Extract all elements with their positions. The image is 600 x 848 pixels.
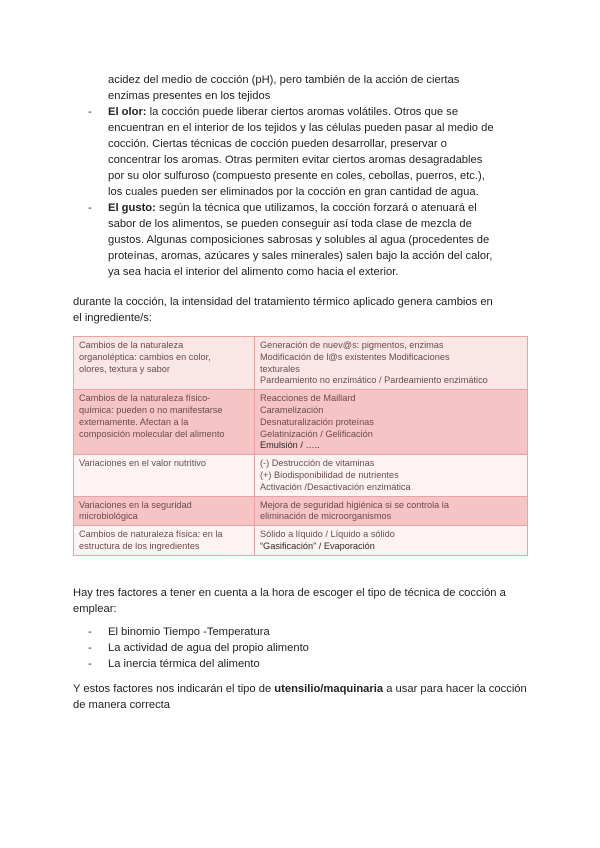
- cell-line: estructura de los ingredientes: [79, 540, 200, 551]
- cell-line: química: pueden o no manifestarse: [79, 404, 223, 415]
- cell-line: olores, textura y sabor: [79, 363, 170, 374]
- table-row: [74, 337, 528, 390]
- closing-before: Y estos factores nos indicarán el tipo de: [73, 683, 275, 695]
- bullet-dash: -: [88, 202, 92, 214]
- bullet-gusto-label: El gusto:: [108, 202, 156, 214]
- cell-line: Desnaturalización proteínas: [260, 416, 374, 427]
- list-item-text: La inercia térmica del alimento: [108, 658, 260, 670]
- cell-line: Gelatinización / Gelificación: [260, 428, 373, 439]
- cell-line: Variaciones en la seguridad: [79, 499, 192, 510]
- cell-line: Cambios de la naturaleza físico-: [79, 393, 211, 404]
- table-cell-detail: [255, 390, 528, 455]
- table-cell-category: [74, 390, 255, 455]
- cell-line: Emulsión / …..: [260, 440, 320, 451]
- bullet-olor-label: El olor:: [108, 106, 147, 118]
- list-dash: -: [88, 626, 92, 638]
- closing-after: a usar para hacer la cocción: [383, 683, 527, 695]
- bullet-gusto: [88, 200, 530, 280]
- cell-line: Pardeamiento no enzimático / Pardeamiento enzimático: [260, 375, 488, 386]
- table-cell-detail: [255, 337, 528, 390]
- factors-intro-line-2: emplear:: [73, 603, 117, 615]
- table-row: [74, 390, 528, 455]
- table-cell-detail: [255, 496, 528, 526]
- bullet-gusto-line-5: ya sea hacia el interior del alimento como hacia el exterior.: [108, 266, 399, 278]
- table-row: [74, 455, 528, 496]
- list-item: [88, 640, 488, 656]
- closing-line-1: [73, 681, 533, 697]
- list-item-text: El binomio Tiempo -Temperatura: [108, 626, 270, 638]
- intro-continuation-line-1: acidez del medio de cocción (pH), pero también de la acción de ciertas: [108, 74, 460, 86]
- paragraph-during-line-2: el ingrediente/s:: [73, 312, 152, 324]
- factors-intro-line-1: Hay tres factores a tener en cuenta a la hora de escoger el tipo de técnica de cocción a: [73, 587, 506, 599]
- list-dash: -: [88, 642, 92, 654]
- cell-line: “Gasificación” / Evaporación: [260, 540, 375, 551]
- cell-line: organoléptica: cambios en color,: [79, 351, 211, 362]
- cell-line: eliminación de microorganismos: [260, 511, 392, 522]
- cell-line: Variaciones en el valor nutritivo: [79, 458, 206, 469]
- closing-line-2: de manera correcta: [73, 699, 171, 711]
- table-cell-detail: [255, 526, 528, 556]
- bullet-olor-line-5: por su olor sulfuroso (compuesto presente en coles, cebollas, puerros, etc.),: [108, 170, 485, 182]
- cell-line: Caramelización: [260, 404, 324, 415]
- bullet-olor-line-3: cocción. Ciertas técnicas de cocción pueden desarrollar, preservar o: [108, 138, 447, 150]
- bullet-olor-line-1: la cocción puede liberar ciertos aromas volátiles. Otros que se: [146, 106, 459, 118]
- cell-line: composición molecular del alimento: [79, 428, 225, 439]
- cooking-changes-table: [73, 336, 528, 556]
- list-item-text: La actividad de agua del propio alimento: [108, 642, 309, 654]
- bullet-olor-line-6: los cuales pueden ser eliminados por la cocción en gran cantidad de agua.: [108, 186, 479, 198]
- list-dash: -: [88, 658, 92, 670]
- cell-line: texturales: [260, 363, 300, 374]
- intro-continuation-line-2: enzimas presentes en los tejidos: [108, 90, 271, 102]
- cell-line: Modificación de l@s existentes Modificaciones: [260, 351, 450, 362]
- closing-bold: utensilio/maquinaria: [274, 683, 384, 695]
- paragraph-during-line-1: durante la cocción, la intensidad del tratamiento térmico aplicado genera cambios en: [73, 296, 493, 308]
- cell-line: Generación de nuev@s: pigmentos, enzimas: [260, 340, 444, 350]
- factors-list: [88, 624, 488, 672]
- cell-line: Cambios de la naturaleza: [79, 340, 184, 350]
- cell-line: Sólido a líquido / Líquido a sólido: [260, 529, 395, 540]
- bullet-gusto-line-1: según la técnica que utilizamos, la cocción forzará o atenuará el: [155, 202, 477, 214]
- list-item: [88, 656, 488, 672]
- bullet-gusto-line-2: sabor de los alimentos, se pueden conseguir así toda clase de mezcla de: [108, 218, 472, 230]
- bullet-olor-line-4: concentrar los aromas. Otras permiten evitar ciertos aromas desagradables: [108, 154, 483, 166]
- bullet-olor: [88, 104, 530, 200]
- cell-line: (-) Destrucción de vitaminas: [260, 458, 375, 469]
- bullet-gusto-line-3: gustos. Algunas composiciones sabrosas y solubles al agua (procedentes de: [108, 234, 490, 246]
- list-item: [88, 624, 488, 640]
- table-cell-category: [74, 455, 255, 496]
- cell-line: externamente. Afectan a la: [79, 416, 189, 427]
- table-cell-detail: [255, 455, 528, 496]
- table-row: [74, 526, 528, 556]
- table-row: [74, 496, 528, 526]
- table-cell-category: [74, 496, 255, 526]
- table-cell-category: [74, 526, 255, 556]
- cell-line: Activación /Desactivación enzimática: [260, 481, 411, 492]
- cell-line: Reacciones de Maillard: [260, 393, 356, 404]
- table-cell-category: [74, 337, 255, 390]
- cell-line: microbiológica: [79, 511, 138, 522]
- bullet-dash: -: [88, 106, 92, 118]
- cell-line: Cambios de naturaleza física: en la: [79, 529, 223, 540]
- bullet-gusto-line-4: proteínas, aromas, azúcares y sales minerales) salen bajo la acción del calor,: [108, 250, 493, 262]
- bullet-olor-line-2: encuentran en el interior de los tejidos y las células pueden pasar al medio de: [108, 122, 494, 134]
- cell-line: Mejora de seguridad higiénica si se controla la: [260, 499, 449, 510]
- cell-line: (+) Biodisponibilidad de nutrientes: [260, 469, 399, 480]
